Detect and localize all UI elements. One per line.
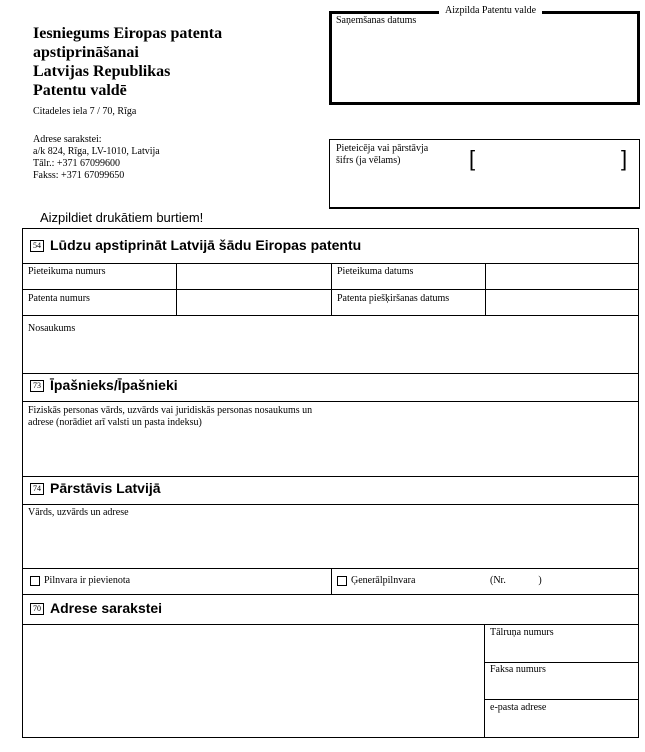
- email-label: e-pasta adrese: [490, 702, 547, 713]
- instruction-text: Aizpildiet drukātiem burtiem!: [40, 210, 204, 225]
- office-address: Citadeles iela 7 / 70, Rīga: [33, 106, 137, 117]
- application-date-label: Pieteikuma datums: [337, 266, 414, 277]
- title-line: Latvijas Republikas: [33, 63, 171, 80]
- representative-description: Vārds, uzvārds un adrese: [28, 507, 129, 518]
- application-date-field[interactable]: [485, 263, 639, 289]
- section-code: 74: [30, 483, 44, 495]
- divider: [331, 568, 332, 594]
- application-number-label: Pieteikuma numurs: [28, 266, 106, 277]
- title-label: Nosaukums: [28, 323, 76, 334]
- postal-label: Adrese sarakstei:: [33, 134, 102, 145]
- applicant-code-label-line: Pieteicēja vai pārstāvja: [336, 143, 429, 154]
- section-code: 54: [30, 240, 44, 252]
- open-bracket: [: [469, 146, 476, 171]
- correspondence-address-field[interactable]: [22, 624, 484, 738]
- title-line: Patentu valdē: [33, 82, 127, 99]
- phone-number: Tālr.: +371 67099600: [33, 158, 121, 169]
- received-date-label: Saņemšanas datums: [336, 15, 417, 26]
- grant-date-field[interactable]: [485, 289, 639, 315]
- divider: [22, 476, 639, 477]
- section-70-heading: [30, 600, 162, 616]
- section-54-heading: [30, 237, 361, 253]
- poa-attached-checkbox[interactable]: [30, 576, 40, 586]
- office-use-legend: Aizpilda Patentu valde: [439, 5, 542, 17]
- divider: [22, 594, 639, 595]
- general-poa-label: Ģenerālpilnvara: [351, 575, 416, 586]
- divider: [484, 662, 639, 663]
- poa-attached-label: Pilnvara ir pievienota: [44, 575, 131, 586]
- section-title: Lūdzu apstiprināt Latvijā šādu Eiropas patentu: [50, 237, 362, 253]
- title-line: Iesniegums Eiropas patenta: [33, 25, 223, 42]
- owner-desc-line: adrese (norādiet arī valsti un pasta indeksu): [28, 417, 202, 428]
- fax-number: Fakss: +371 67099650: [33, 170, 125, 181]
- representative-field[interactable]: [22, 504, 639, 568]
- section-code: 73: [30, 380, 44, 392]
- fax-number-label: Faksa numurs: [490, 664, 546, 675]
- title-field[interactable]: [22, 315, 639, 373]
- grant-date-label: Patenta piešķiršanas datums: [337, 293, 450, 304]
- general-poa-option[interactable]: [337, 575, 415, 587]
- divider: [22, 373, 639, 374]
- applicant-code-label: [336, 143, 428, 167]
- owner-desc-line: Fiziskās personas vārds, uzvārds vai juridiskās personas nosaukums un: [28, 405, 313, 416]
- postal-address: a/k 824, Rīga, LV-1010, Latvija: [33, 146, 160, 157]
- general-poa-checkbox[interactable]: [337, 576, 347, 586]
- application-number-field[interactable]: [176, 263, 332, 289]
- divider: [484, 699, 639, 700]
- section-73-heading: [30, 377, 178, 393]
- applicant-code-label-line: šifrs (ja vēlams): [336, 155, 401, 166]
- form-title: [33, 24, 222, 100]
- phone-number-label: Tālruņa numurs: [490, 627, 554, 638]
- postal-address-block: [33, 134, 160, 182]
- patent-number-field[interactable]: [176, 289, 332, 315]
- general-poa-number[interactable]: (Nr. ): [490, 575, 542, 586]
- section-title: Pārstāvis Latvijā: [50, 480, 161, 496]
- section-code: 70: [30, 603, 44, 615]
- divider: [484, 624, 485, 738]
- section-74-heading: [30, 480, 161, 496]
- section-title: Adrese sarakstei: [50, 600, 163, 616]
- close-bracket: ]: [621, 146, 628, 171]
- poa-attached-option[interactable]: [30, 575, 130, 587]
- section-title: Īpašnieks/Īpašnieki: [50, 377, 178, 393]
- patent-number-label: Patenta numurs: [28, 293, 90, 304]
- owner-field[interactable]: [22, 401, 639, 476]
- title-line: apstiprināšanai: [33, 44, 139, 61]
